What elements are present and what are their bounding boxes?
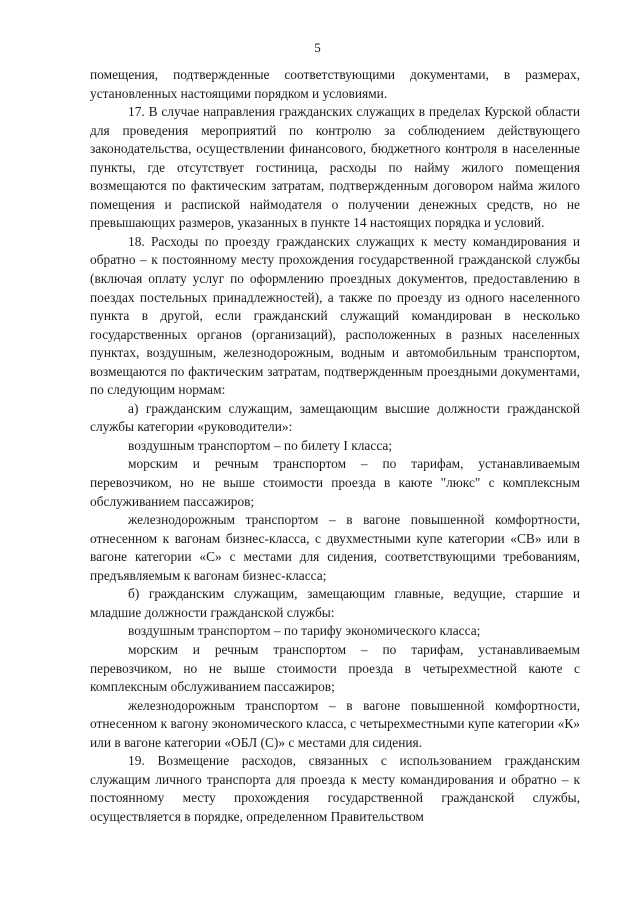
paragraph-18: 18. Расходы по проезду гражданских служащих к месту командирования и обратно – к постоянному месту прохождения государственной гражданской службы (включая оплату услуг по оформлению проездных документов, предоставлению в поездах постельных принадлежностей), а также по проезду из одного населенного пункта в другой, если гражданский служащий командирован в несколько государственных органов (организаций), расположенных в разных населенных пунктах, воздушным, железнодорожным, водным и автомобильным транспортом, возмещаются по фактическим затратам, подтвержденным проездными документами, по следующим нормам: — [90, 233, 580, 398]
paragraph-17: 17. В случае направления гражданских служащих в пределах Курской области для проведения мероприятий по контролю за соблюдением действующего законодательства, осуществлении финансового, бюджетного контроля в населенные пункты, где отсутствует гостиница, расходы по найму жилого помещения возмещаются по фактическим затратам, подтвержденным договором найма жилого помещения и распиской наймодателя о получении денежных средств, но не превышающих размеров, указанных в пункте 14 настоящих порядка и условий. — [90, 104, 580, 231]
subparagraph-b: б) гражданским служащим, замещающим главные, ведущие, старшие и младшие должности гражданской службы: — [90, 586, 580, 620]
page-number: 5 — [314, 40, 321, 55]
paragraph-19: 19. Возмещение расходов, связанных с использованием гражданским служащим личного транспорта для проезда к месту командирования и обратно – к постоянному месту прохождения государственной гражданской службы, осуществляется в порядке, определенном Правительством — [90, 753, 580, 824]
subparagraph-a: а) гражданским служащим, замещающим высшие должности гражданской службы категории «руководители»: — [90, 400, 580, 435]
norm-air-a: воздушным транспортом – по билету I класса; — [128, 437, 393, 453]
paragraph-continuation: помещения, подтвержденные соответствующими документами, в размерах, установленных настоящими порядком и условиями. — [90, 67, 580, 101]
norm-air-b: воздушным транспортом – по тарифу экономического класса; — [128, 623, 481, 639]
norm-sea-river-a: морским и речным транспортом – по тарифам, устанавливаемым перевозчиком, но не выше стоимости проезда в каюте "люкс" с комплексным обслуживанием пассажиров; — [90, 456, 580, 509]
norm-sea-river-b: морским и речным транспортом – по тарифам, устанавливаемым перевозчиком, но не выше стоимости проезда в четырехместной каюте с комплексным обслуживанием пассажиров; — [90, 641, 580, 695]
norm-rail-a: железнодорожным транспортом – в вагоне повышенной комфортности, отнесенном к вагонам бизнес-класса, с двухместными купе категории «СВ» или в вагоне категории «С» с местами для сидения, соответствующими требованиям, предъявляемым к вагонам бизнес-класса; — [90, 512, 580, 583]
document-body — [90, 66, 580, 826]
norm-rail-b: железнодорожным транспортом – в вагоне повышенной комфортности, отнесенном к вагону экономического класса, с четырехместными купе категории «К» или в вагоне категории «ОБЛ (С)» с местами для сидения. — [90, 697, 580, 750]
